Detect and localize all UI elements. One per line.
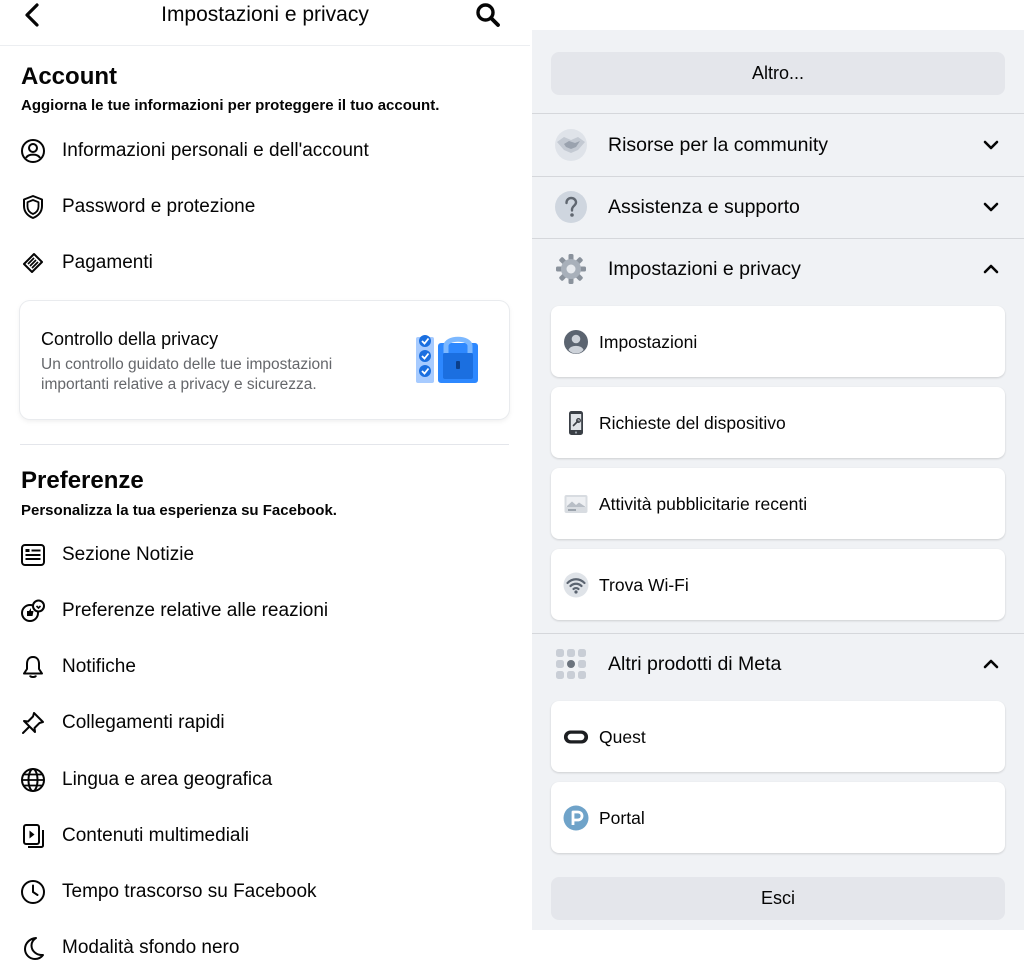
pref-item-label: Modalità sfondo nero — [62, 937, 240, 958]
section-label: Impostazioni e privacy — [608, 258, 801, 280]
apps-grid-icon — [554, 647, 588, 681]
pref-item-notifications[interactable] — [0, 644, 530, 688]
chevron-down-icon — [980, 134, 1002, 156]
media-icon — [19, 822, 47, 850]
pref-item-label: Preferenze relative alle reazioni — [62, 600, 329, 621]
preferences-section-subtitle: Personalizza la tua esperienza su Facebook. — [21, 502, 337, 519]
ad-activity-icon — [563, 491, 589, 517]
menu-item-recent-ad-activity[interactable] — [551, 468, 1005, 539]
section-label: Assistenza e supporto — [608, 196, 800, 218]
menu-item-label: Portal — [599, 808, 645, 828]
pref-item-label: Collegamenti rapidi — [62, 712, 225, 733]
privacy-checkup-lock-icon — [416, 327, 482, 391]
account-section-title: Account — [21, 63, 117, 90]
top-bar — [0, 0, 530, 46]
menu-item-label: Richieste del dispositivo — [599, 413, 786, 433]
bell-icon — [19, 653, 47, 681]
account-item-label: Informazioni personali e dell'account — [62, 140, 369, 161]
menu-item-label: Attività pubblicitarie recenti — [599, 494, 808, 514]
section-divider — [20, 444, 509, 445]
news-feed-icon — [19, 541, 47, 569]
clock-icon — [19, 878, 47, 906]
account-item-payments[interactable] — [0, 240, 530, 284]
tag-icon — [19, 249, 47, 277]
account-item-label: Pagamenti — [62, 252, 153, 273]
logout-button[interactable]: Esci — [551, 877, 1005, 920]
pref-item-news-feed[interactable] — [0, 532, 530, 576]
page-title: Impostazioni e privacy — [161, 3, 369, 26]
menu-item-label: Impostazioni — [599, 332, 698, 352]
wifi-icon — [563, 572, 589, 598]
menu-item-label: Trova Wi-Fi — [599, 575, 689, 595]
quest-icon — [563, 724, 589, 750]
pref-item-label: Sezione Notizie — [62, 544, 195, 565]
section-community-resources[interactable] — [532, 114, 1024, 176]
privacy-checkup-title: Controllo della privacy — [41, 329, 219, 349]
account-section-subtitle: Aggiorna le tue informazioni per proteggere il tuo account. — [21, 97, 440, 114]
section-label: Altri prodotti di Meta — [608, 653, 782, 675]
menu-item-find-wifi[interactable] — [551, 549, 1005, 620]
pref-item-label: Tempo trascorso su Facebook — [62, 881, 317, 902]
section-settings-privacy[interactable] — [532, 238, 1024, 300]
section-help-support[interactable] — [532, 176, 1024, 238]
privacy-checkup-description: Un controllo guidato delle tue impostazioni importanti relative a privacy e sicurezza. — [41, 356, 333, 393]
chevron-up-icon — [980, 258, 1002, 280]
menu-item-settings[interactable] — [551, 306, 1005, 377]
phone-icon — [563, 410, 589, 436]
search-button[interactable] — [474, 1, 502, 29]
account-item-password-security[interactable] — [0, 184, 530, 228]
pref-item-label: Contenuti multimediali — [62, 825, 249, 846]
section-label: Risorse per la community — [608, 134, 828, 156]
privacy-checkup-card[interactable] — [20, 301, 509, 419]
pref-item-dark-mode[interactable] — [0, 925, 530, 963]
menu-item-portal[interactable] — [551, 782, 1005, 853]
chevron-down-icon — [980, 196, 1002, 218]
pref-item-label: Notifiche — [62, 656, 136, 677]
reactions-icon — [19, 597, 47, 625]
pref-item-reactions[interactable] — [0, 588, 530, 632]
menu-item-quest[interactable] — [551, 701, 1005, 772]
globe-icon — [19, 766, 47, 794]
shield-icon — [19, 193, 47, 221]
menu-panel — [532, 30, 1024, 930]
gear-icon — [554, 252, 588, 286]
preferences-section-title: Preferenze — [21, 467, 144, 494]
handshake-icon — [554, 128, 588, 162]
user-circle-icon — [19, 137, 47, 165]
account-item-personal-info[interactable] — [0, 128, 530, 172]
chevron-up-icon — [980, 653, 1002, 675]
pref-item-time-on-facebook[interactable] — [0, 869, 530, 913]
section-other-meta-products[interactable] — [532, 633, 1024, 695]
profile-icon — [563, 329, 589, 355]
pin-icon — [19, 709, 47, 737]
search-icon — [475, 2, 501, 28]
account-item-label: Password e protezione — [62, 196, 256, 217]
portal-icon — [563, 805, 589, 831]
menu-item-device-requests[interactable] — [551, 387, 1005, 458]
pref-item-language-region[interactable] — [0, 757, 530, 801]
pref-item-shortcuts[interactable] — [0, 700, 530, 744]
pref-item-media[interactable] — [0, 813, 530, 857]
moon-icon — [19, 934, 47, 962]
pref-item-label: Lingua e area geografica — [62, 769, 273, 790]
more-button[interactable]: Altro... — [551, 52, 1005, 95]
question-icon — [554, 190, 588, 224]
menu-item-label: Quest — [599, 727, 646, 747]
